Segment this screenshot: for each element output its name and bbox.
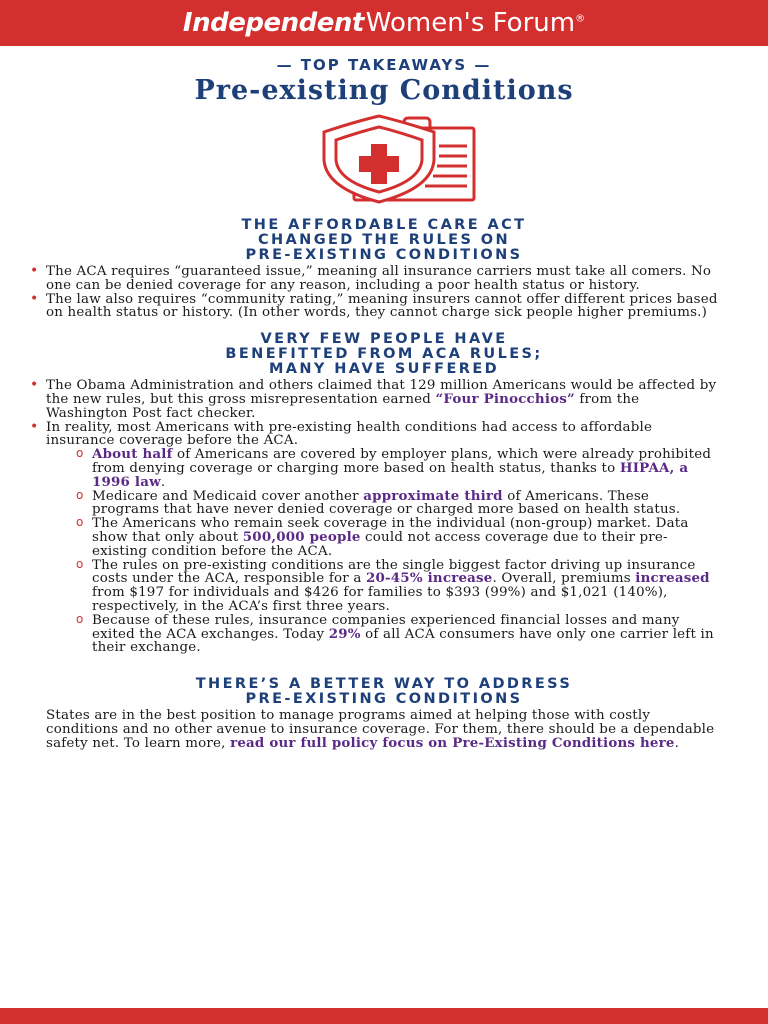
500000-people-link[interactable]: 500,000 people (242, 528, 361, 545)
text: States are in the best position to manage programs aimed at helping those with costly conditions and no other avenue to insurance coverage. For them, there should be a dependable safety net. To learn more, (46, 708, 715, 751)
premiums-increased-link[interactable]: increased (635, 570, 710, 587)
text: In reality, most Americans with pre-existing health conditions had access to affordable insurance coverage before the ACA. (46, 419, 653, 449)
text: could not access coverage due to their pre-existing condition before the ACA. (92, 529, 668, 559)
list-item (46, 421, 720, 656)
bullet-list (0, 379, 768, 655)
kicker: — TOP TAKEAWAYS — (276, 56, 492, 74)
brand-light-text: Women's Forum (365, 8, 576, 38)
text: The rules on pre-existing conditions are the single biggest factor driving up insurance costs under the ACA, responsible for a (92, 557, 696, 587)
brand-logo[interactable] (183, 8, 585, 38)
heading-line: CHANGED THE RULES ON (257, 232, 511, 248)
heading-line: PRE-EXISTING CONDITIONS (245, 247, 523, 263)
section-heading-better-way (0, 677, 768, 707)
heading-line: THE AFFORDABLE CARE ACT (241, 217, 527, 233)
list-item: • The ACA requires “guaranteed issue,” meaning all insurance carriers must take all comers. No one can be denied coverage for any reason, including a poor health status or history. (46, 265, 720, 293)
heading-line: THERE’S A BETTER WAY TO ADDRESS (195, 676, 573, 693)
sub-list-item (92, 614, 720, 655)
text: of Americans. These programs that have never denied coverage or charged more based on health status. (92, 488, 681, 518)
text: . (160, 474, 166, 490)
bullet-list (0, 265, 768, 320)
text: The Obama Administration and others claimed that 129 million Americans would be affected by the new rules, but this gross misrepresentation earned (46, 378, 717, 407)
text: Because of these rules, insurance companies experienced financial losses and many exited the ACA exchanges. Today (92, 612, 680, 642)
list-item: • The law also requires “community rating,” meaning insurers cannot offer different prices based on health status or history. (In other words, they cannot charge sick people higher premiums.) (46, 293, 720, 321)
page-title: Pre-existing Conditions (194, 75, 574, 106)
text: of all ACA consumers have only one carrier left in their exchange. (92, 626, 714, 656)
about-half-link[interactable]: About half (92, 446, 173, 463)
approximate-third-link[interactable]: approximate third (363, 487, 503, 504)
policy-focus-link[interactable]: read our full policy focus on Pre-Existing Conditions here (230, 734, 675, 751)
list-item (46, 379, 720, 420)
section-heading-few-benefitted (0, 332, 768, 377)
text: from $197 for individuals and $426 for families to $393 (99%) and $1,021 (140%), respectively, in the ACA’s first three years. (92, 585, 668, 614)
heading-line: MANY HAVE SUFFERED (268, 361, 500, 378)
sub-list-item (92, 487, 720, 518)
four-pinocchios-link[interactable]: “Four Pinocchios” (435, 390, 575, 407)
section-heading-aca-rules (0, 218, 768, 263)
heading-line: BENEFITTED FROM ACA RULES; (225, 346, 543, 363)
clipboard-shield-medical-cross-icon (0, 114, 768, 204)
document-body (0, 46, 768, 751)
heading-line: PRE-EXISTING CONDITIONS (245, 691, 523, 708)
heading-line: VERY FEW PEOPLE HAVE (260, 331, 508, 348)
29-percent-link[interactable]: 29% (328, 625, 361, 642)
text: of Americans are covered by employer plans, which were already prohibited from denying coverage or charging more based on health status, thanks to (92, 447, 712, 476)
header-bar (0, 0, 768, 46)
sub-list-item (92, 448, 720, 489)
text: . Overall, premiums (492, 571, 636, 587)
text: The Americans who remain seek coverage in the individual (non-group) market. Data show that only about (92, 516, 689, 545)
text: from the Washington Post fact checker. (46, 391, 640, 421)
footer-bar (0, 1008, 768, 1024)
registered-mark: ® (575, 13, 586, 25)
text: Medicare and Medicaid cover another (92, 488, 364, 504)
sub-list (46, 448, 720, 655)
text: . (674, 735, 680, 751)
brand-bold-text: Independent (182, 8, 364, 38)
sub-list-item (92, 517, 720, 558)
increase-range-link[interactable]: 20-45% increase (366, 570, 493, 587)
closing-paragraph (0, 709, 768, 750)
hipaa-link[interactable]: HIPAA, a 1996 law (92, 459, 689, 490)
sub-list-item (92, 559, 720, 614)
